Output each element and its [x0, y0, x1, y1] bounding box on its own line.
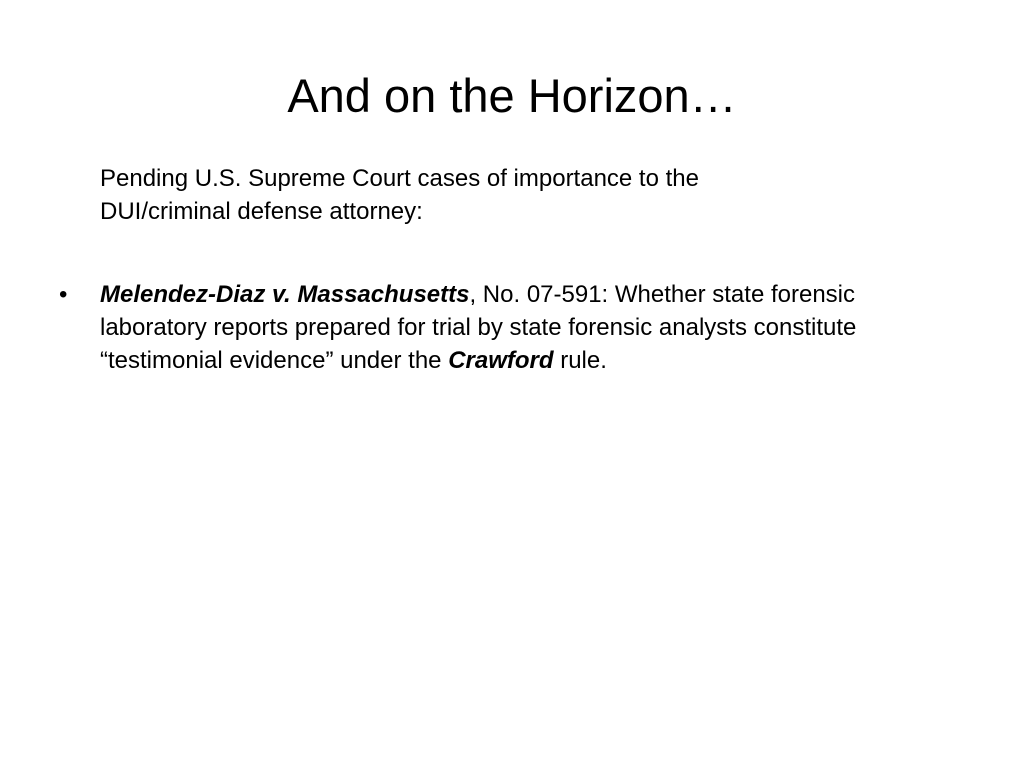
bullet-marker: • — [59, 281, 68, 308]
case-description-end: rule. — [553, 347, 607, 374]
bullet-list — [0, 278, 1024, 377]
case-description: , No. 07-591: Whether state forensic laboratory reports prepared for trial by state forensic analysts constitute “testimonial evidence” under the — [100, 281, 857, 374]
slide-title: And on the Horizon… — [287, 69, 737, 122]
intro-line-2: DUI/criminal defense attorney: — [100, 198, 423, 225]
intro-line-1: Pending U.S. Supreme Court cases of importance to the — [100, 165, 699, 192]
case-name: Melendez-Diaz v. Massachusetts — [100, 281, 470, 308]
rule-name: Crawford — [448, 347, 554, 374]
list-item — [0, 278, 960, 377]
intro-text — [100, 162, 960, 228]
